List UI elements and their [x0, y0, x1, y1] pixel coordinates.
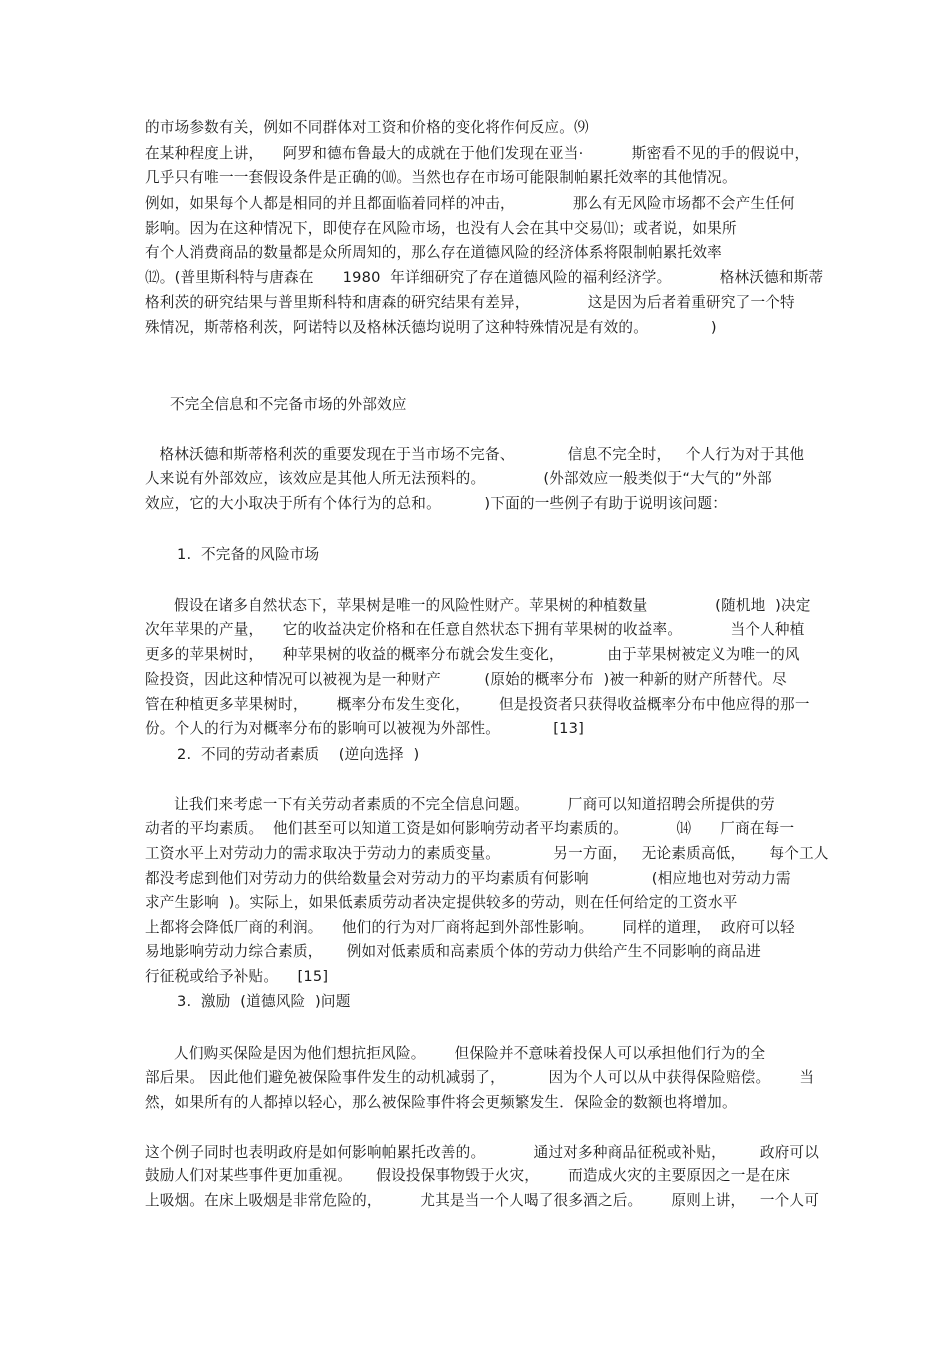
text-line: 的市场参数有关，例如不同群体对工资和价格的变化将作何反应。⑼ — [145, 119, 589, 136]
text-line: 鼓励人们对某些事件更加重视。 假设投保事物毁于火灾， 而造成火灾的主要原因之一是在床 — [145, 1167, 790, 1184]
text-line: 险投资，因此这种情况可以被视为是一种财产 (原始的概率分布 )被一种新的财产所替代。尽 — [145, 671, 787, 688]
text-line: 人来说有外部效应，该效应是其他人所无法预料的。 (外部效应一般类似于“大气的”外部 — [145, 470, 772, 487]
text-line: 几乎只有唯一一套假设条件是正确的⑽。当然也存在市场可能限制帕累托效率的其他情况。 — [145, 169, 737, 186]
text-line: 人们购买保险是因为他们想抗拒风险。 但保险并不意味着投保人可以承担他们行为的全 — [145, 1045, 766, 1062]
text-line: ⑿。(普里斯科特与唐森在 1980 年详细研究了存在道德风险的福利经济学。 格林沃德和斯蒂 — [145, 269, 824, 286]
text-line: 例如，如果每个人都是相同的并且都面临着同样的冲击， 那么有无风险市场都不会产生任何 — [145, 195, 795, 212]
text-line: 殊情况，斯蒂格利茨，阿诺特以及格林沃德均说明了这种特殊情况是有效的。 ) — [145, 319, 717, 336]
text-line: 易地影响劳动力综合素质， 例如对低素质和高素质个体的劳动力供给产生不同影响的商品进 — [145, 943, 761, 960]
text-line: 工资水平上对劳动力的需求取决于劳动力的素质变量。 另一方面， 无论素质高低， 每个工人 — [145, 845, 829, 862]
text-line: 让我们来考虑一下有关劳动者素质的不完全信息问题。 厂商可以知道招聘会所提供的劳 — [145, 796, 775, 813]
item-title: 3. 激励 (道德风险 )问题 — [177, 993, 351, 1010]
text-line: 部后果。 因此他们避免被保险事件发生的动机减弱了， 因为个人可以从中获得保险赔偿。 当 — [145, 1069, 815, 1086]
text-line: 格林沃德和斯蒂格利茨的重要发现在于当市场不完备、 信息不完全时， 个人行为对于其他 — [145, 446, 805, 463]
text-line: 假设在诸多自然状态下，苹果树是唯一的风险性财产。苹果树的种植数量 (随机地 )决定 — [145, 597, 811, 614]
text-line: 效应，它的大小取决于所有个体行为的总和。 )下面的一些例子有助于说明该问题： — [145, 495, 728, 512]
text-line: 动者的平均素质。 他们甚至可以知道工资是如何影响劳动者平均素质的。 ⒁ 厂商在每一 — [145, 820, 795, 837]
text-line: 上都将会降低厂商的利润。 他们的行为对厂商将起到外部性影响。 同样的道理， 政府可以轻 — [145, 919, 795, 936]
text-line: 行征税或给予补贴。 [15] — [145, 968, 329, 985]
text-line: 格利茨的研究结果与普里斯科特和唐森的研究结果有差异， 这是因为后者着重研究了一个特 — [145, 294, 795, 311]
text-line: 次年苹果的产量， 它的收益决定价格和在任意自然状态下拥有苹果树的收益率。 当个人种植 — [145, 621, 805, 638]
text-line: 然，如果所有的人都掉以轻心，那么被保险事件将会更频繁发生．保险金的数额也将增加。 — [145, 1094, 737, 1111]
text-line: 求产生影响 )。实际上，如果低素质劳动者决定提供较多的劳动，则在任何给定的工资水平 — [145, 894, 738, 911]
section-heading: 不完全信息和不完备市场的外部效应 — [170, 396, 407, 413]
item-title: 1. 不完备的风险市场 — [177, 546, 320, 563]
text-line: 管在种植更多苹果树时， 概率分布发生变化， 但是投资者只获得收益概率分布中他应得的那一 — [145, 696, 810, 713]
text-line: 有个人消费商品的数量都是众所周知的，那么存在道德风险的经济体系将限制帕累托效率 — [145, 244, 722, 261]
text-line: 这个例子同时也表明政府是如何影响帕累托改善的。 通过对多种商品征税或补贴， 政府可以 — [145, 1144, 820, 1161]
item-title: 2. 不同的劳动者素质 (逆向选择 ) — [177, 746, 420, 763]
text-line: 份。个人的行为对概率分布的影响可以被视为外部性。 [13] — [145, 720, 585, 737]
text-line: 在某种程度上讲， 阿罗和德布鲁最大的成就在于他们发现在亚当· 斯密看不见的手的假说中， — [145, 145, 810, 162]
text-line: 影响。因为在这种情况下，即使存在风险市场，也没有人会在其中交易⑾；或者说，如果所 — [145, 220, 737, 237]
text-line: 上吸烟。在床上吸烟是非常危险的， 尤其是当一个人喝了很多酒之后。 原则上讲， 一个人可 — [145, 1192, 820, 1209]
text-line: 更多的苹果树时， 种苹果树的收益的概率分布就会发生变化， 由于苹果树被定义为唯一的风 — [145, 646, 800, 663]
text-line: 都没考虑到他们对劳动力的供给数量会对劳动力的平均素质有何影响 (相应地也对劳动力需 — [145, 870, 791, 887]
